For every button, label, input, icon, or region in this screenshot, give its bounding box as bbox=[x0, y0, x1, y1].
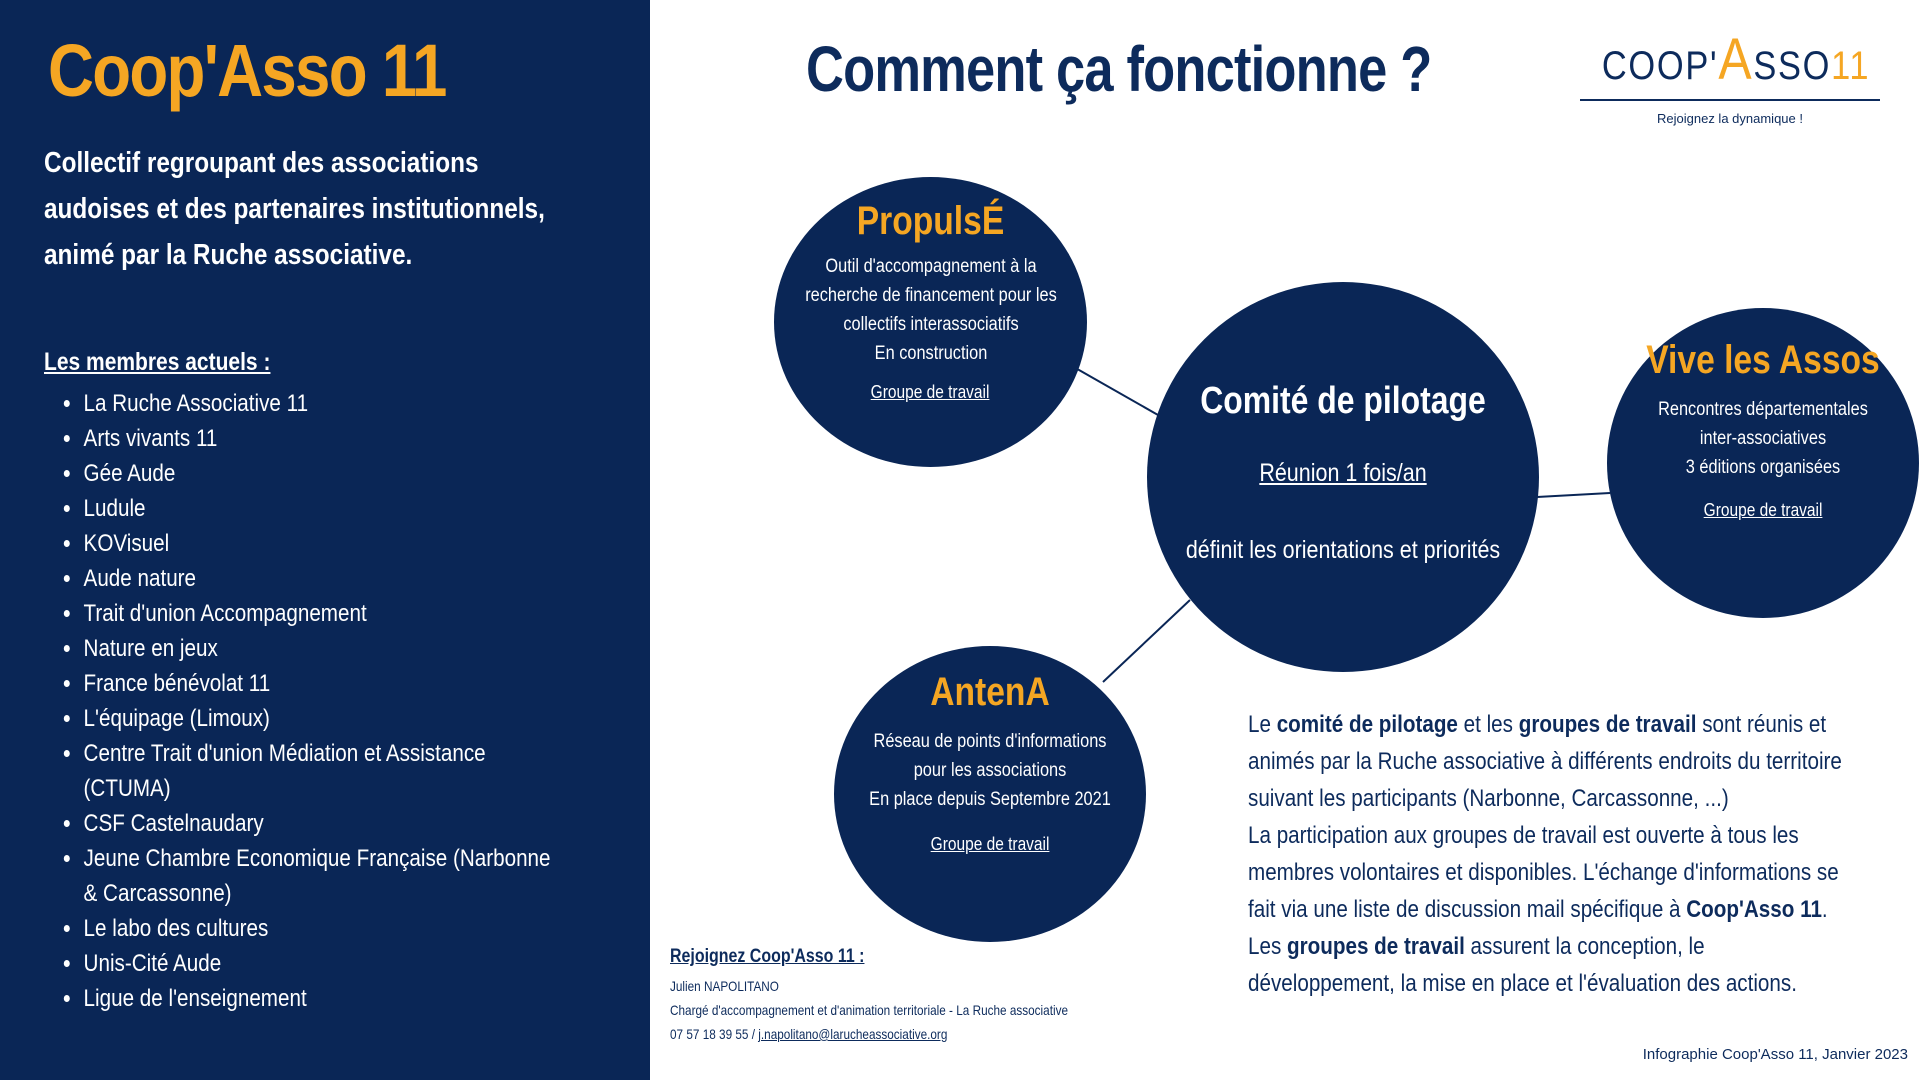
contact-phone: 07 57 18 39 55 / bbox=[670, 1026, 759, 1042]
members-heading: Les membres actuels : bbox=[44, 348, 271, 376]
contact-heading: Rejoignez Coop'Asso 11 : bbox=[670, 946, 865, 967]
explanation-paragraph bbox=[1248, 706, 1850, 817]
member-item: • Aude nature bbox=[82, 561, 564, 596]
member-item: • Gée Aude bbox=[82, 456, 564, 491]
vive-title: Vive les Assos bbox=[1646, 338, 1880, 382]
explanation-bold: groupes de travail bbox=[1287, 933, 1465, 960]
propulse-title: PropulsÉ bbox=[856, 199, 1005, 243]
member-item: • Unis-Cité Aude bbox=[82, 946, 564, 981]
page-title: Comment ça fonctionne ? bbox=[806, 33, 1432, 105]
vive-les-assos-circle bbox=[1607, 308, 1919, 618]
antena-description bbox=[864, 727, 1115, 814]
antena-desc-text: Réseau de points d'informations pour les associations bbox=[873, 731, 1107, 781]
explanation-text-span: sont réunis et animés par la Ruche associative à différents endroits du territoire suivant les participants (Narbonne, Carcassonne, ...) bbox=[1248, 711, 1842, 812]
member-item: • Le labo des cultures bbox=[82, 911, 564, 946]
antena-workgroup-link[interactable]: Groupe de travail bbox=[930, 834, 1050, 854]
logo-letter-a: A bbox=[1718, 27, 1754, 92]
explanation-text-span: et les bbox=[1457, 711, 1519, 738]
member-item: • France bénévolat 11 bbox=[82, 666, 564, 701]
member-item: • Centre Trait d'union Médiation et Assistance (CTUMA) bbox=[82, 736, 564, 806]
brand-title: Coop'Asso 11 bbox=[48, 29, 446, 112]
explanation-bold: comité de pilotage bbox=[1276, 711, 1458, 738]
vive-status: 3 éditions organisées bbox=[1685, 457, 1841, 478]
contact-role: Chargé d'accompagnement et d'animation territoriale - La Ruche associative bbox=[670, 1002, 1069, 1018]
explanation-text bbox=[1248, 706, 1850, 1002]
logo-text-coop: COOP' bbox=[1601, 44, 1719, 88]
antena-title: AntenA bbox=[930, 670, 1050, 714]
member-item: • Arts vivants 11 bbox=[82, 421, 564, 456]
vive-desc-text: Rencontres départementales inter-associatives bbox=[1658, 399, 1868, 449]
explanation-text-span: Les bbox=[1248, 933, 1288, 960]
member-item: • La Ruche Associative 11 bbox=[82, 386, 564, 421]
member-item: • CSF Castelnaudary bbox=[82, 806, 564, 841]
explanation-text-span: assurent la conception, le développement, la mise en place et l'évaluation des actions. bbox=[1248, 933, 1797, 997]
explanation-text-span: . bbox=[1821, 896, 1828, 923]
comite-role: définit les orientations et priorités bbox=[1185, 536, 1501, 564]
propulse-circle bbox=[774, 177, 1087, 467]
intro-text: Collectif regroupant des associations audoises et des partenaires institutionnels, animé par la Ruche associative. bbox=[44, 147, 545, 271]
member-item: • KOVisuel bbox=[82, 526, 564, 561]
member-item: • Ludule bbox=[82, 491, 564, 526]
antena-status: En place depuis Septembre 2021 bbox=[869, 789, 1111, 810]
explanation-paragraph bbox=[1248, 928, 1850, 1002]
explanation-bold: Coop'Asso 11 bbox=[1686, 896, 1822, 923]
explanation-bold: groupes de travail bbox=[1518, 711, 1697, 738]
logo-text-sso: SSO bbox=[1753, 44, 1832, 88]
antena-circle bbox=[834, 646, 1146, 942]
logo-number: 11 bbox=[1831, 44, 1871, 88]
member-item: • L'équipage (Limoux) bbox=[82, 701, 564, 736]
vive-description bbox=[1638, 395, 1887, 482]
comite-title: Comité de pilotage bbox=[1200, 380, 1486, 422]
contact-name: Julien NAPOLITANO bbox=[670, 978, 779, 994]
contact-phone-email bbox=[670, 1022, 1090, 1046]
propulse-status: En construction bbox=[874, 343, 987, 364]
contact-email-link[interactable]: j.napolitano@larucheassociative.org bbox=[758, 1026, 948, 1042]
contact-block bbox=[670, 946, 1090, 1046]
logo-tagline: Rejoignez la dynamique ! bbox=[1657, 111, 1803, 126]
member-item: • Trait d'union Accompagnement bbox=[82, 596, 564, 631]
comite-meeting-link[interactable]: Réunion 1 fois/an bbox=[1259, 459, 1427, 487]
footer-credit: Infographie Coop'Asso 11, Janvier 2023 bbox=[1642, 1046, 1908, 1063]
member-item: • Nature en jeux bbox=[82, 631, 564, 666]
explanation-paragraph bbox=[1248, 817, 1850, 928]
comite-circle bbox=[1147, 282, 1539, 672]
propulse-desc-text: Outil d'accompagnement à la recherche de financement pour les collectifs interassociatifs bbox=[804, 256, 1057, 335]
member-item: • Jeune Chambre Economique Française (Narbonne & Carcassonne) bbox=[82, 841, 564, 911]
explanation-text-span: La participation aux groupes de travail est ouverte à tous les membres volontaires et disponibles. L'échange d'informations se fait via une liste de discussion mail spécifique à bbox=[1248, 822, 1839, 923]
propulse-description bbox=[802, 252, 1060, 368]
member-item: • Ligue de l'enseignement bbox=[82, 981, 564, 1016]
connector-comite-vive bbox=[1537, 493, 1610, 497]
vive-workgroup-link[interactable]: Groupe de travail bbox=[1703, 500, 1823, 520]
propulse-workgroup-link[interactable]: Groupe de travail bbox=[871, 382, 990, 402]
explanation-text-span: Le bbox=[1248, 711, 1277, 738]
